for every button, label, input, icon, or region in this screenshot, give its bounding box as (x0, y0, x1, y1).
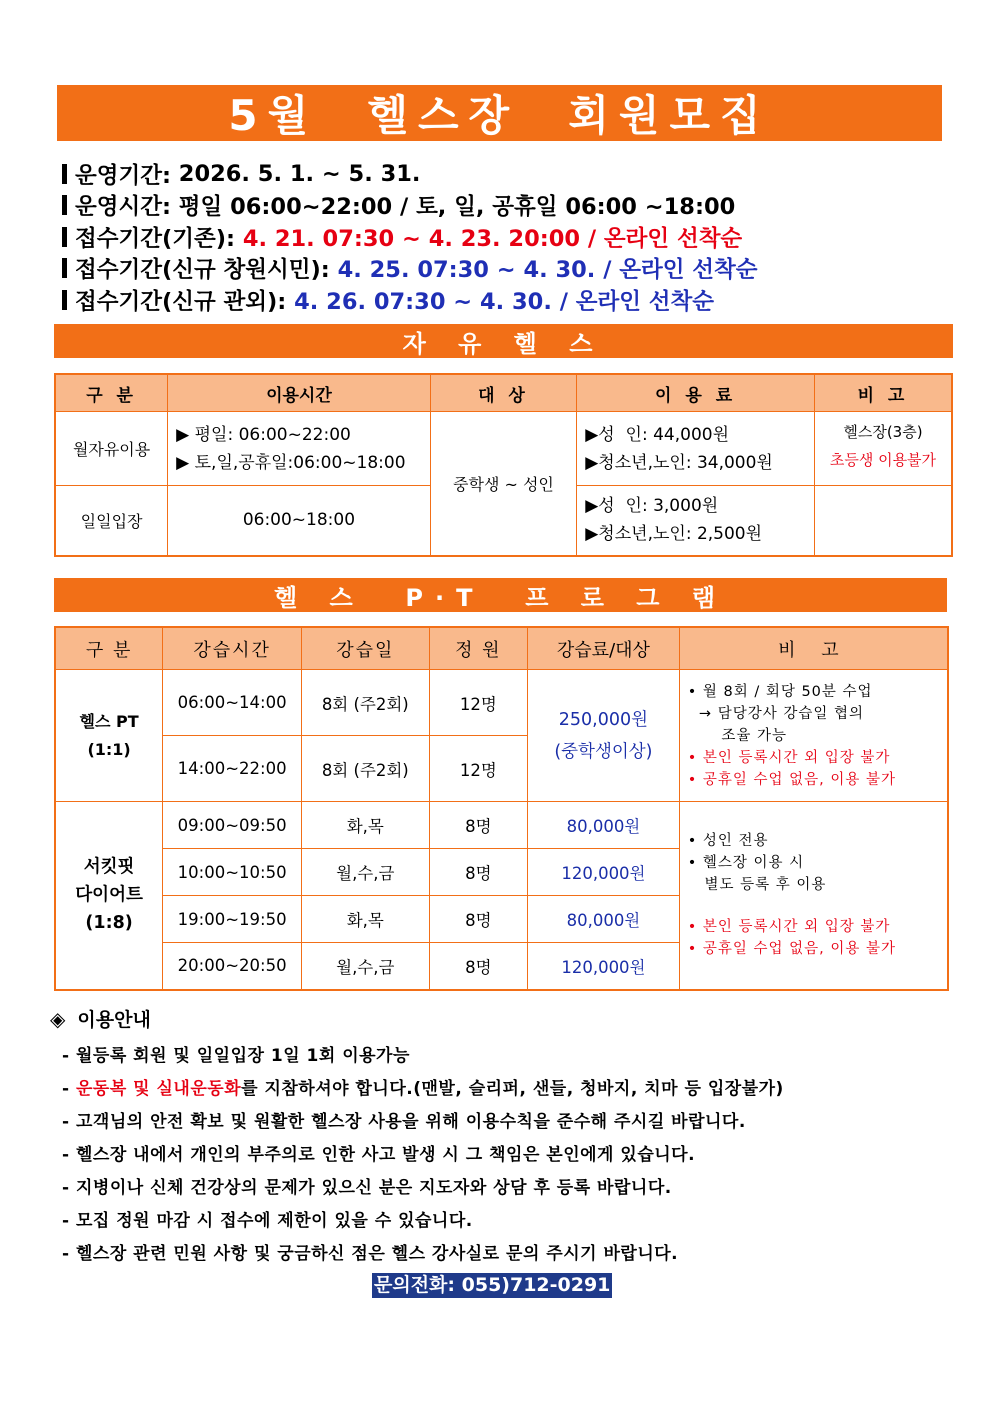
header-note: 비 고 (814, 374, 952, 412)
info-label: 운영시간: (75, 194, 171, 221)
info-value: 2026. 5. 1. ~ 5. 31. (178, 160, 421, 187)
section-title: 자 유 헬 스 (402, 329, 605, 358)
info-registration-new-outside (62, 284, 942, 316)
monthly-hours-weekday: ▶ 평일: 06:00~22:00 (176, 424, 351, 445)
header-target: 대 상 (430, 374, 577, 412)
circuit-capacity-cell: 8명 (429, 849, 528, 896)
guide-text: 를 지참하셔야 합니다.(맨발, 슬리퍼, 샌들, 청바지, 치마 등 입장불가) (241, 1079, 784, 1099)
bullet-bar-icon (62, 164, 67, 184)
circuit-category-cell (55, 802, 163, 990)
monthly-fee-cell (577, 412, 815, 486)
guide-item: - 고객님의 안전 확보 및 원활한 헬스장 사용을 위해 이용수칙을 준수해 주시길 바랍니다. (62, 1112, 746, 1132)
bullet-bar-icon (62, 195, 67, 215)
circuit-time-cell: 10:00~10:50 (163, 849, 302, 896)
pt-time-cell: 14:00~22:00 (163, 736, 302, 802)
pt-label: 헬스 PT (79, 711, 139, 731)
info-label: 접수기간(기존): (75, 225, 235, 252)
daily-note-cell (814, 486, 952, 556)
circuit-capacity-cell: 8명 (429, 896, 528, 943)
monthly-hours-weekend: ▶ 토,일,공휴일:06:00~18:00 (176, 452, 406, 473)
circuit-capacity-cell: 8명 (429, 802, 528, 849)
header-days: 강습일 (302, 627, 429, 670)
info-value: 4. 21. 07:30 ~ 4. 23. 20:00 / 온라인 선착순 (242, 225, 743, 252)
pt-capacity-cell: 12명 (429, 736, 528, 802)
circuit-days-cell: 월,수,금 (302, 849, 429, 896)
circuit-days-cell: 월,수,금 (302, 943, 429, 990)
header-fee: 강습료/대상 (528, 627, 680, 670)
daily-fee-cell (577, 486, 815, 556)
header-fee: 이 용 료 (577, 374, 815, 412)
info-block (62, 158, 942, 316)
monthly-fee-adult: ▶성 인: 44,000원 (585, 424, 729, 445)
info-label: 접수기간(신규 관외): (75, 288, 287, 315)
guide-title: 이용안내 (77, 1009, 151, 1031)
pt-category-cell (55, 670, 163, 802)
monthly-fee-youth: ▶청소년,노인: 34,000원 (585, 452, 773, 473)
info-registration-new-citizen (62, 253, 942, 285)
table-header-row (55, 374, 952, 412)
guide-heading (50, 1005, 950, 1032)
note-item: → 담당강사 강습일 협의 (687, 705, 864, 722)
pt-capacity-cell: 12명 (429, 670, 528, 736)
pt-fee-target: (중학생이상) (554, 741, 653, 762)
info-operating-hours (62, 190, 942, 222)
guide-prefix: - (62, 1079, 76, 1099)
note-item: 조율 가능 (687, 727, 788, 744)
table-row (55, 412, 952, 486)
info-operating-period (62, 158, 942, 190)
diamond-icon: ◈ (50, 1006, 66, 1031)
note-item: • 공휴일 수업 없음, 이용 불가 (687, 941, 897, 958)
title-banner (57, 85, 942, 141)
bullet-bar-icon (62, 290, 67, 310)
bullet-bar-icon (62, 258, 67, 278)
note-item: • 공휴일 수업 없음, 이용 불가 (687, 771, 897, 788)
monthly-hours-cell (168, 412, 431, 486)
bullet-bar-icon (62, 227, 67, 247)
pt-section-header (54, 578, 947, 612)
section-title: 헬 스 P·T 프 로 그 램 (273, 583, 728, 612)
header-hours: 이용시간 (168, 374, 431, 412)
row-label-monthly: 월자유이용 (55, 412, 168, 486)
header-category: 구 분 (55, 374, 168, 412)
guide-item (50, 1073, 950, 1106)
daily-fee-adult: ▶성 인: 3,000원 (585, 496, 719, 517)
circuit-fee-cell: 120,000원 (528, 849, 680, 896)
table-row (55, 802, 948, 849)
guide-item: - 모집 정원 마감 시 접수에 제한이 있을 수 있습니다. (62, 1211, 473, 1231)
circuit-time-cell: 19:00~19:50 (163, 896, 302, 943)
info-registration-existing (62, 221, 942, 253)
circuit-fee-cell: 80,000원 (528, 802, 680, 849)
header-note: 비 고 (679, 627, 948, 670)
info-value: 평일 06:00~22:00 / 토, 일, 공휴일 06:00 ~18:00 (178, 194, 736, 221)
circuit-label-2: 다이어트 (75, 885, 143, 906)
note-item: • 월 8회 / 회당 50분 수업 (687, 683, 873, 700)
target-cell: 중학생 ~ 성인 (430, 412, 577, 556)
pt-days-cell: 8회 (주2회) (302, 736, 429, 802)
circuit-capacity-cell: 8명 (429, 943, 528, 990)
contact-phone: 문의전화: 055)712-0291 (374, 1274, 611, 1296)
circuit-days-cell: 화,목 (302, 896, 429, 943)
pt-fee: 250,000원 (558, 709, 649, 730)
pt-fee-cell (528, 670, 680, 802)
circuit-ratio: (1:8) (85, 913, 133, 934)
free-gym-section-header (54, 324, 953, 358)
page-title: 5월 헬스장 회원모집 (228, 91, 771, 140)
guide-item: - 헬스장 관련 민원 사항 및 궁금하신 점은 헬스 강사실로 문의 주시기 바랍니다. (62, 1244, 679, 1264)
header-category: 구 분 (55, 627, 163, 670)
note-item: • 본인 등록시간 외 입장 불가 (687, 919, 891, 936)
daily-fee-youth: ▶청소년,노인: 2,500원 (585, 524, 763, 545)
circuit-fee-cell: 80,000원 (528, 896, 680, 943)
pt-program-table (54, 626, 949, 991)
info-label: 운영기간: (75, 162, 171, 189)
guide-item: - 헬스장 내에서 개인의 부주의로 인한 사고 발생 시 그 책임은 본인에게 있습니다. (62, 1145, 696, 1165)
circuit-days-cell: 화,목 (302, 802, 429, 849)
row-label-daily: 일일입장 (55, 486, 168, 556)
pt-days-cell: 8회 (주2회) (302, 670, 429, 736)
guide-item: - 지병이나 신체 건강상의 문제가 있으신 분은 지도자와 상담 후 등록 바랍니다. (62, 1178, 672, 1198)
usage-guide (50, 1005, 950, 1271)
note-item: 별도 등록 후 이용 (687, 877, 827, 894)
pt-notes-cell (679, 670, 948, 802)
note-restriction: 초등생 이용불가 (829, 451, 937, 469)
note-item: • 본인 등록시간 외 입장 불가 (687, 749, 891, 766)
table-header-row (55, 627, 948, 670)
free-gym-table (54, 373, 953, 557)
table-row (55, 670, 948, 736)
header-time: 강습시간 (163, 627, 302, 670)
circuit-notes-cell (679, 802, 948, 990)
guide-highlight: 운동복 및 실내운동화 (75, 1079, 242, 1099)
info-label: 접수기간(신규 창원시민): (75, 257, 330, 284)
note-location: 헬스장(3층) (843, 423, 923, 441)
pt-time-cell: 06:00~14:00 (163, 670, 302, 736)
info-value: 4. 26. 07:30 ~ 4. 30. / 온라인 선착순 (294, 288, 715, 315)
note-item: • 헬스장 이용 시 (687, 855, 805, 872)
note-spacer (688, 896, 947, 916)
circuit-label: 서킷핏 (83, 857, 135, 878)
circuit-fee-cell: 120,000원 (528, 943, 680, 990)
note-item: • 성인 전용 (687, 833, 769, 850)
monthly-note-cell (814, 412, 952, 486)
pt-ratio: (1:1) (87, 739, 131, 759)
header-capacity: 정 원 (429, 627, 528, 670)
guide-item: - 월등록 회원 및 일일입장 1일 1회 이용가능 (62, 1046, 410, 1066)
circuit-time-cell: 09:00~09:50 (163, 802, 302, 849)
daily-hours-cell: 06:00~18:00 (168, 486, 431, 556)
info-value: 4. 25. 07:30 ~ 4. 30. / 온라인 선착순 (337, 257, 758, 284)
circuit-time-cell: 20:00~20:50 (163, 943, 302, 990)
